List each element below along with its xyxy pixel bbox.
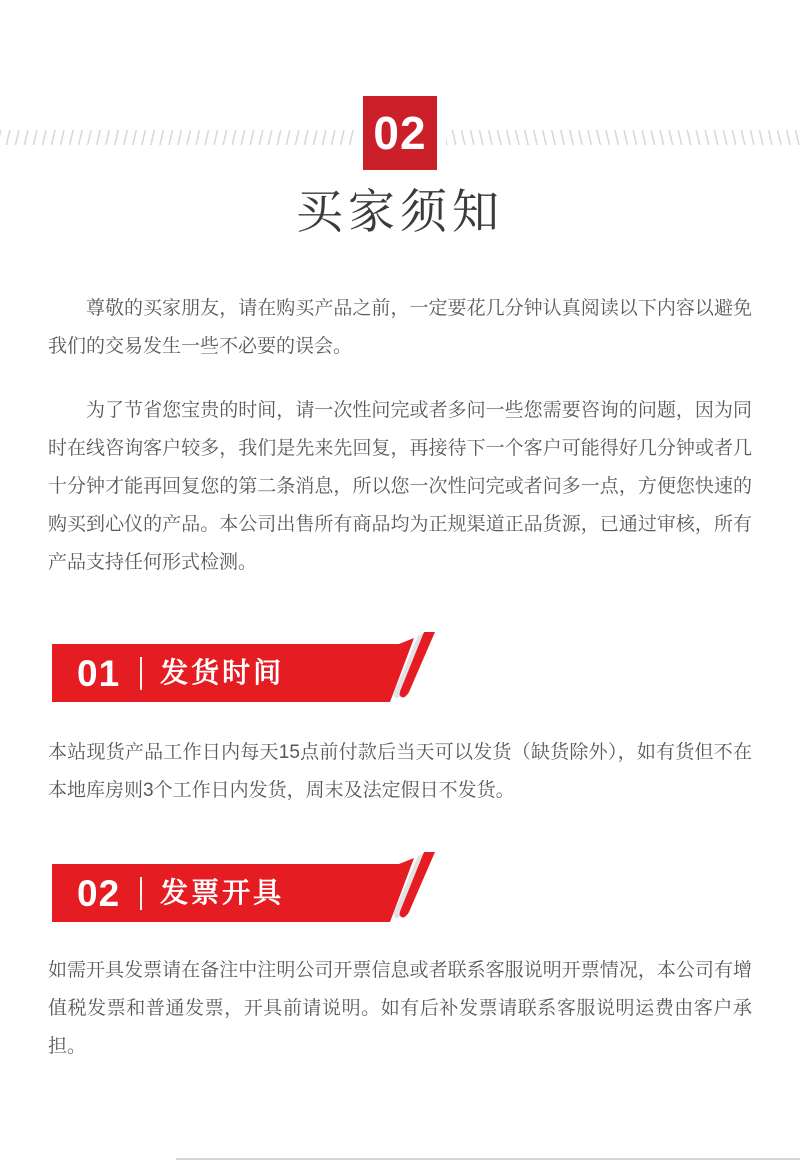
notice-number: 02 [77,872,121,914]
hatch-pattern-right-icon [446,130,800,145]
hatch-pattern-left-icon [0,130,354,145]
notice-banner-invoice [52,852,442,928]
notice-title: 发票开具 [160,877,285,909]
notice-number: 01 [77,652,121,694]
page-title: 买家须知 [296,185,504,238]
notice-banner-content [52,864,392,922]
notice-body-invoice: 如需开具发票请在备注中注明公司开票信息或者联系客服说明开票情况，本公司有增值税发票和普通发票，开具前请说明。如有后补发票请联系客服说明运费由客户承担。 [48,960,752,1058]
section-header [0,96,800,170]
section-number-badge: 02 [363,96,437,170]
intro-paragraph-1: 尊敬的买家朋友，请在购买产品之前，一定要花几分钟认真阅读以下内容以避免我们的交易发生一些不必要的误会。 [48,298,752,358]
banner-divider [140,877,142,910]
buyer-notice-page [0,96,800,1160]
notice-banner-shipping [52,632,442,708]
banner-divider [140,657,142,690]
notice-title: 发货时间 [160,657,285,689]
notice-body-shipping: 本站现货产品工作日内每天15点前付款后当天可以发货（缺货除外），如有货但不在本地库房则3个工作日内发货，周末及法定假日不发货。 [48,742,752,802]
notice-banner-content [52,644,392,702]
intro-paragraph-2: 为了节省您宝贵的时间，请一次性问完或者多问一些您需要咨询的问题，因为同时在线咨询客户较多，我们是先来先回复，再接待下一个客户可能得好几分钟或者几十分钟才能再回复您的第二条消息，所以您一次性问完或者问多一点，方便您快速的购买到心仪的产品。本公司出售所有商品均为正规渠道正品货源，已通过审核，所有产品支持任何形式检测。 [48,400,752,574]
